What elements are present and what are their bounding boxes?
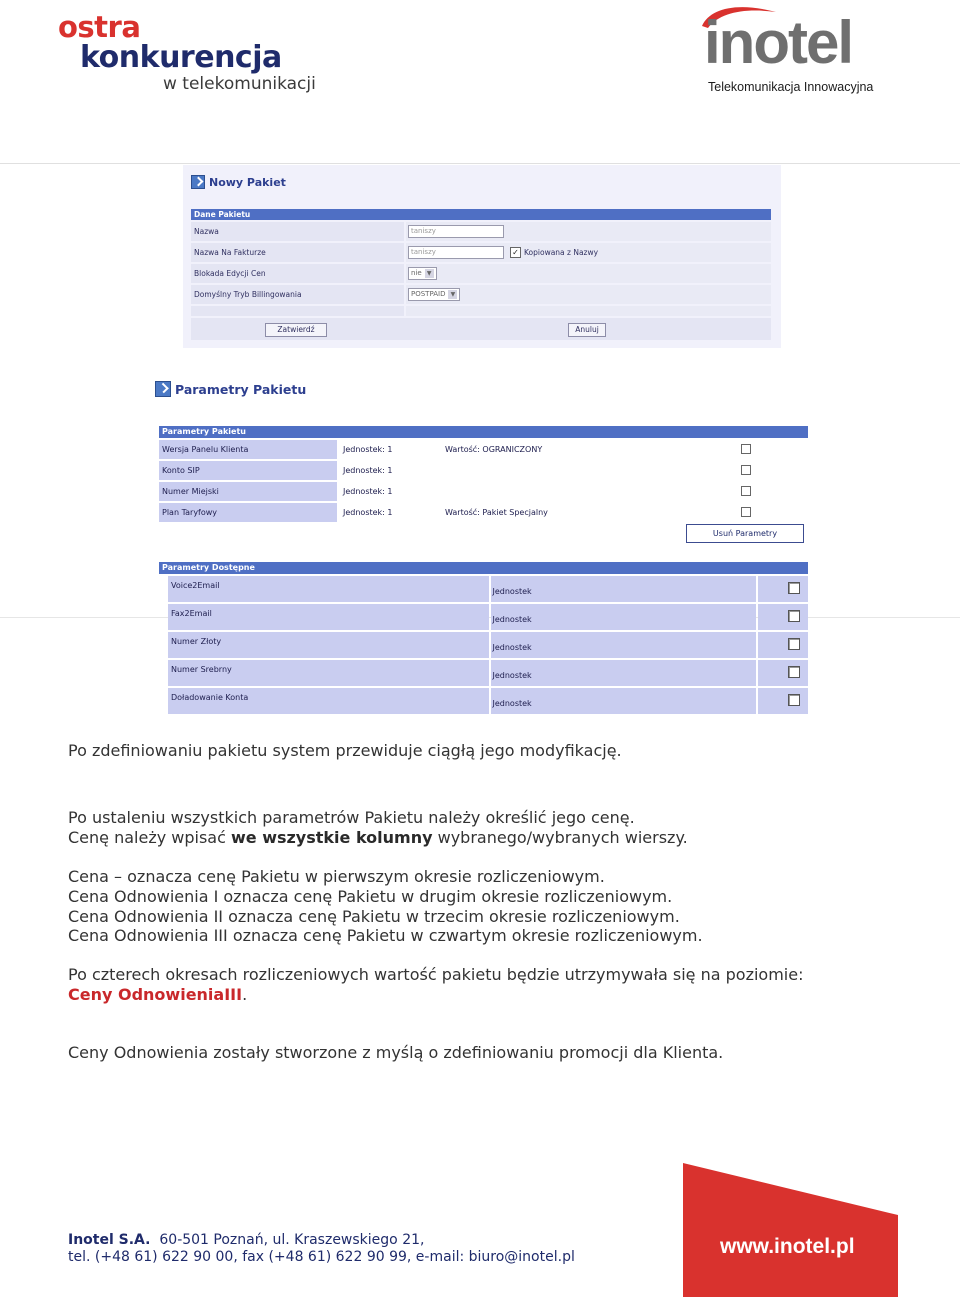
blokada-select[interactable] [408, 267, 437, 280]
anuluj-button[interactable]: Anuluj [568, 323, 606, 337]
parametry-dostepne-table [159, 562, 808, 714]
param-checkbox[interactable] [788, 610, 800, 622]
parametry-dostepne-section-title: Parametry Dostępne [159, 562, 808, 574]
footer-street: 60-501 Poznań, ul. Kraszewskiego 21, [159, 1232, 425, 1248]
param-label: Konto SIP [159, 461, 337, 480]
parametry-pakietu-heading [155, 381, 306, 397]
form-spacer-row [191, 306, 771, 316]
param-units: Jednostek: 1 [343, 487, 393, 496]
checkmark-icon [155, 381, 171, 397]
definition-cena-odnowienia-3: Cena Odnowienia III oznacza cenę Pakietu w czwartym okresie rozliczeniowym. [68, 926, 703, 945]
param-units: Jednostek [491, 660, 757, 686]
param-units: Jednostek [491, 576, 757, 602]
field-label: Blokada Edycji Cen [191, 264, 404, 283]
param-units: Jednostek [491, 632, 757, 658]
form-row-nazwa [191, 222, 771, 241]
param-units: Jednostek: 1 [343, 445, 393, 454]
select-value: nie [411, 269, 422, 277]
paragraph-promotions: Ceny Odnowienia zostały stworzone z myślą o zdefiniowaniu promocji dla Klienta. [68, 1043, 724, 1062]
param-checkbox[interactable] [741, 486, 751, 496]
param-value: Wartość: OGRANICZONY [445, 445, 543, 454]
paragraph-ceny-odnowienia-iii [68, 985, 247, 1005]
param-label: Voice2Email [168, 576, 489, 602]
paragraph-price-line2 [68, 828, 688, 848]
param-label: Numer Miejski [159, 482, 337, 501]
chevron-down-icon: ▼ [425, 269, 434, 278]
table-row [159, 503, 808, 522]
param-value [445, 482, 735, 501]
param-label: Plan Taryfowy [159, 503, 337, 522]
field-label: Domyślny Tryb Billingowania [191, 285, 404, 304]
text-segment: Cenę należy wpisać [68, 828, 231, 847]
param-label: Numer Złoty [168, 632, 489, 658]
param-checkbox[interactable] [741, 444, 751, 454]
kopiowana-checkbox-label: Kopiowana z Nazwy [524, 248, 599, 257]
select-value: POSTPAID [411, 290, 446, 298]
inotel-tagline: Telekomunikacja Innowacyjna [708, 80, 874, 94]
nazwa-input[interactable]: taniszy [408, 225, 504, 238]
paragraph-modification: Po zdefiniowaniu pakietu system przewiduje ciągłą jego modyfikację. [68, 741, 622, 760]
definition-cena-odnowienia-2: Cena Odnowienia II oznacza cenę Pakietu w trzecim okresie rozliczeniowym. [68, 907, 680, 926]
ostra-konkurencja-logo [58, 10, 338, 100]
param-checkbox[interactable] [788, 694, 800, 706]
parametry-pakietu-title: Parametry Pakietu [175, 381, 307, 397]
param-checkbox[interactable] [788, 582, 800, 594]
definition-cena-odnowienia-1: Cena Odnowienia I oznacza cenę Pakietu w drugim okresie rozliczeniowym. [68, 887, 673, 906]
form-row-tryb-billingowania [191, 285, 771, 304]
footer-website-link[interactable]: www.inotel.pl [720, 1235, 855, 1258]
nowy-pakiet-title: Nowy Pakiet [209, 175, 286, 189]
table-row [168, 660, 808, 686]
paragraph-after-four-periods: Po czterech okresach rozliczeniowych wartość pakietu będzie utrzymywała się na poziomie: [68, 965, 804, 984]
inotel-wordmark: inotel [704, 9, 852, 76]
footer-company: Inotel S.A. [68, 1232, 151, 1248]
param-units: Jednostek [491, 604, 757, 630]
nowy-pakiet-panel [183, 165, 781, 348]
field-label: Nazwa Na Fakturze [191, 243, 404, 262]
zatwierdz-button[interactable]: Zatwierdź [265, 323, 327, 337]
table-row [159, 440, 808, 459]
text-segment: . [242, 985, 248, 1004]
form-row-nazwa-na-fakturze [191, 243, 771, 262]
table-row [168, 604, 808, 630]
checkmark-icon [191, 175, 205, 189]
chevron-down-icon: ▼ [448, 290, 457, 299]
form-buttons [191, 318, 771, 340]
footer-line-1 [68, 1232, 575, 1249]
param-units: Jednostek [491, 688, 757, 714]
table-row [168, 632, 808, 658]
header-divider [0, 163, 960, 164]
parametry-pakietu-section-title: Parametry Pakietu [159, 426, 808, 438]
tryb-billingowania-select[interactable] [408, 288, 460, 301]
field-label: Nazwa [191, 222, 404, 241]
parametry-pakietu-table [159, 426, 808, 522]
logo-line-ostra: ostra [58, 10, 141, 44]
bold-emphasis: we wszystkie kolumny [230, 828, 433, 847]
kopiowana-checkbox[interactable]: ✓ [510, 247, 521, 258]
param-units: Jednostek: 1 [343, 466, 393, 475]
param-label: Numer Srebrny [168, 660, 489, 686]
red-emphasis: Ceny OdnowieniaIII [68, 985, 243, 1004]
param-checkbox[interactable] [788, 666, 800, 678]
nazwa-na-fakturze-input[interactable]: taniszy [408, 246, 504, 259]
footer-red-banner [683, 1163, 898, 1297]
param-label: Doładowanie Konta [168, 688, 489, 714]
form-row-blokada [191, 264, 771, 283]
param-value: Wartość: Pakiet Specjalny [445, 508, 548, 517]
text-segment: wybranego/wybranych wierszy. [432, 828, 688, 847]
param-value [445, 461, 735, 480]
table-row [168, 688, 808, 714]
table-row [159, 461, 808, 480]
logo-line-konkurencja: konkurencja [80, 40, 282, 75]
table-row [168, 576, 808, 602]
usun-parametry-button[interactable]: Usuń Parametry [686, 524, 804, 543]
param-checkbox[interactable] [741, 465, 751, 475]
footer-address [68, 1232, 575, 1266]
param-label: Fax2Email [168, 604, 489, 630]
param-checkbox[interactable] [788, 638, 800, 650]
param-units: Jednostek: 1 [343, 508, 393, 517]
param-checkbox[interactable] [741, 507, 751, 517]
table-row [159, 482, 808, 501]
definition-cena: Cena – oznacza cenę Pakietu w pierwszym okresie rozliczeniowym. [68, 867, 605, 886]
paragraph-price-line1: Po ustaleniu wszystkich parametrów Pakietu należy określić jego cenę. [68, 808, 635, 827]
inotel-logo [698, 0, 898, 100]
param-label: Wersja Panelu Klienta [159, 440, 337, 459]
dane-pakietu-form [191, 209, 771, 340]
footer-contact: tel. (+48 61) 622 90 00, fax (+48 61) 622 90 99, e-mail: biuro@inotel.pl [68, 1249, 575, 1265]
dane-pakietu-section-title: Dane Pakietu [191, 209, 771, 220]
nowy-pakiet-heading [191, 173, 286, 191]
logo-line-telekomunikacji: w telekomunikacji [163, 74, 316, 94]
